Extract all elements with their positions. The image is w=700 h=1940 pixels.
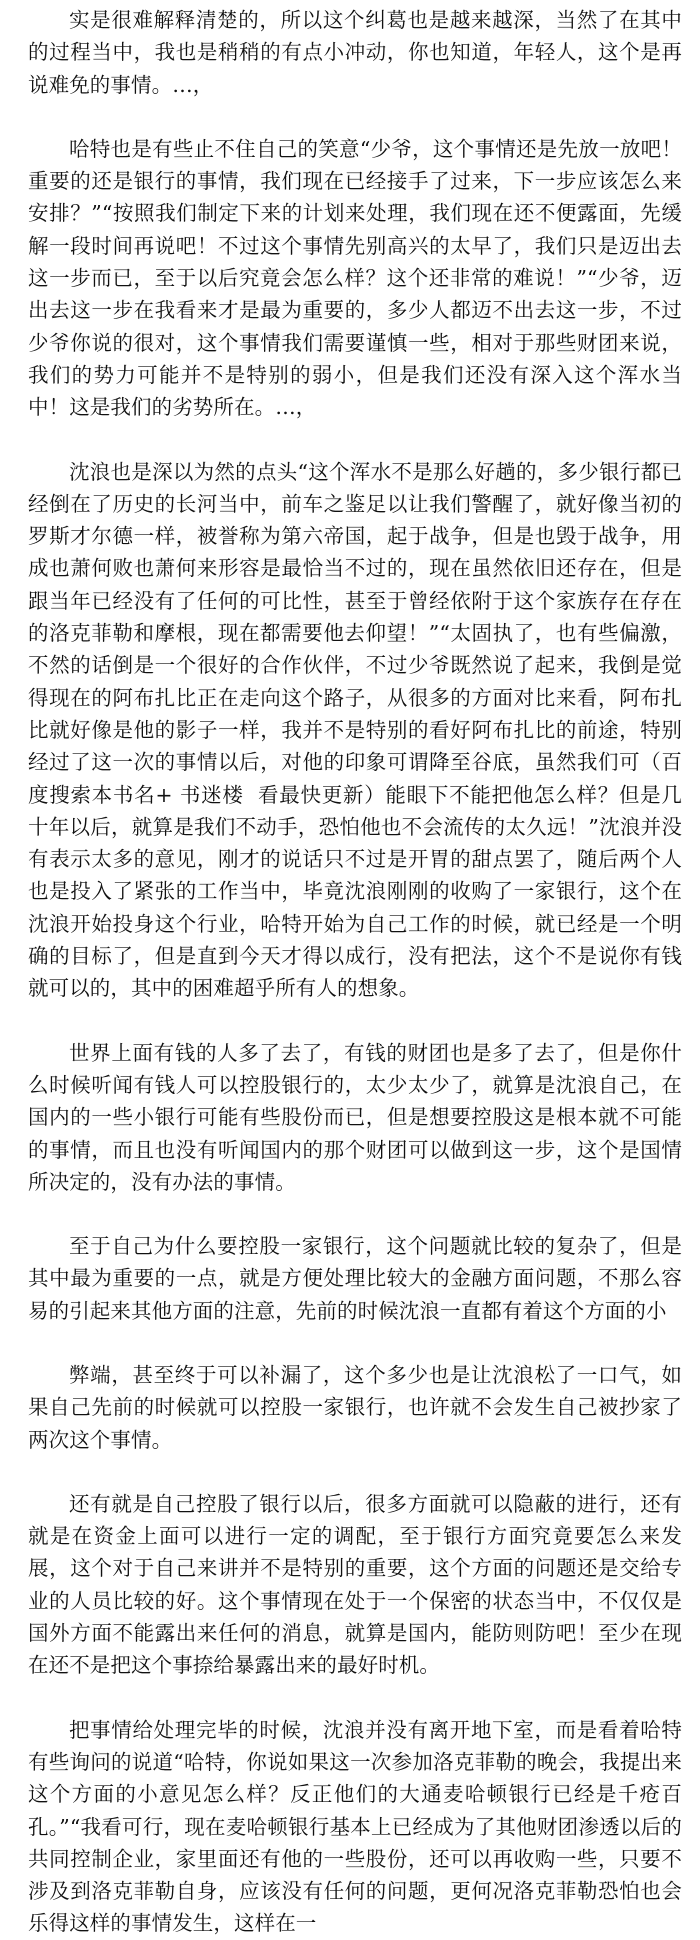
paragraph: 世界上面有钱的人多了去了，有钱的财团也是多了去了，但是你什么时候听闻有钱人可以控股银行的，太少太少了，就算是沈浪自己，在国内的一些小银行可能有些股份而已，但是想要控股这是根本就不可能的事情，而且也没有听闻国内的那个财团可以做到这一步，这个是国情所决定的，没有办法的事情。 <box>28 1040 682 1194</box>
paragraph-gap <box>28 1198 682 1230</box>
paragraph-gap <box>28 424 682 456</box>
paragraph-gap <box>28 101 682 133</box>
paragraph: 把事情给处理完毕的时候，沈浪并没有离开地下室，而是看着哈特有些询问的说道“哈特，你说如果这一次参加洛克菲勒的晚会，我提出来这个方面的小意见怎么样？反正他们的大通麦哈顿银行已经是千疮百孔。”“我看可行，现在麦哈顿银行基本上已经成为了其他财团渗透以后的共同控制企业，家里面还有他的一些股份，还可以再收购一些，只要不涉及到洛克菲勒自身，应该没有任何的问题，更何况洛克菲勒恐怕也会乐得这样的事情发生，这样在一 <box>28 1717 682 1936</box>
paragraph-gap <box>28 1682 682 1714</box>
paragraph: 弊端，甚至终于可以补漏了，这个多少也是让沈浪松了一口气，如果自己先前的时候就可以控股一家银行，也许就不会发生自己被抄家了两次这个事情。 <box>28 1362 682 1452</box>
paragraph: 沈浪也是深以为然的点头“这个浑水不是那么好趟的，多少银行都已经倒在了历史的长河当中，前车之鉴足以让我们警醒了，就好像当初的罗斯才尔德一样，被誉称为第六帝国，起于战争，但是也毁于战争，用成也萧何败也萧何来形容是最恰当不过的，现在虽然依旧还存在，但是跟当年已经没有了任何的可比性，甚至于曾经依附于这个家族存在存在的洛克菲勒和摩根，现在都需要他去仰望！”“太固执了，也有些偏激，不然的话倒是一个很好的合作伙伴，不过少爷既然说了起来，我倒是觉得现在的阿布扎比正在走向这个路子，从很多的方面对比来看，阿布扎比就好像是他的影子一样，我并不是特别的看好阿布扎比的前途，特别经过了这一次的事情以后，对他的印象可谓降至谷底，虽然我们可（百度搜索本书名+ 书迷楼 看最快更新）能眼下不能把他怎么样？但是几十年以后，就算是我们不动手，恐怕他也不会流传的太久远！”沈浪并没有表示太多的意见，刚才的说话只不过是开胃的甜点罢了，随后两个人也是投入了紧张的工作当中，毕竟沈浪刚刚的收购了一家银行，这个在沈浪开始投身这个行业，哈特开始为自己工作的时候，就已经是一个明确的目标了，但是直到今天才得以成行，没有把法，这个不是说你有钱就可以的，其中的困难超乎所有人的想象。 <box>28 459 682 1001</box>
paragraph-gap <box>28 1005 682 1037</box>
paragraph: 还有就是自己控股了银行以后，很多方面就可以隐蔽的进行，还有就是在资金上面可以进行一定的调配，至于银行方面究竟要怎么来发展，这个对于自己来讲并不是特别的重要，这个方面的问题还是交给专业的人员比较的好。这个事情现在处于一个保密的状态当中，不仅仅是国外方面不能露出来任何的消息，就算是国内，能防则防吧！至少在现在还不是把这个事捺给暴露出来的最好时机。 <box>28 1491 682 1678</box>
paragraph: 实是很难解释清楚的，所以这个纠葛也是越来越深，当然了在其中的过程当中，我也是稍稍的有点小冲动，你也知道，年轻人，这个是再说难免的事情。…， <box>28 8 682 97</box>
paragraph-gap <box>28 1456 682 1488</box>
paragraph-gap <box>28 1327 682 1359</box>
paragraph: 至于自己为什么要控股一家银行，这个问题就比较的复杂了，但是其中最为重要的一点，就是方便处理比较大的金融方面问题，不那么容易的引起来其他方面的注意，先前的时候沈浪一直都有着这个方面的小 <box>28 1234 682 1323</box>
paragraph: 哈特也是有些止不住自己的笑意“少爷，这个事情还是先放一放吧！重要的还是银行的事情，我们现在已经接手了过来，下一步应该怎么来安排？”“按照我们制定下来的计划来处理，我们现在还不便露面，先缓解一段时间再说吧！不过这个事情先别高兴的太早了，我们只是迈出去这一步而已，至于以后究竟会怎么样？这个还非常的难说！”“少爷，迈出去这一步在我看来才是最为重要的，多少人都迈不出去这一步，不过少爷你说的很对，这个事情我们需要谨慎一些，相对于那些财团来说，我们的势力可能并不是特别的弱小，但是我们还没有深入这个浑水当中！这是我们的劣势所在。…， <box>28 136 682 420</box>
